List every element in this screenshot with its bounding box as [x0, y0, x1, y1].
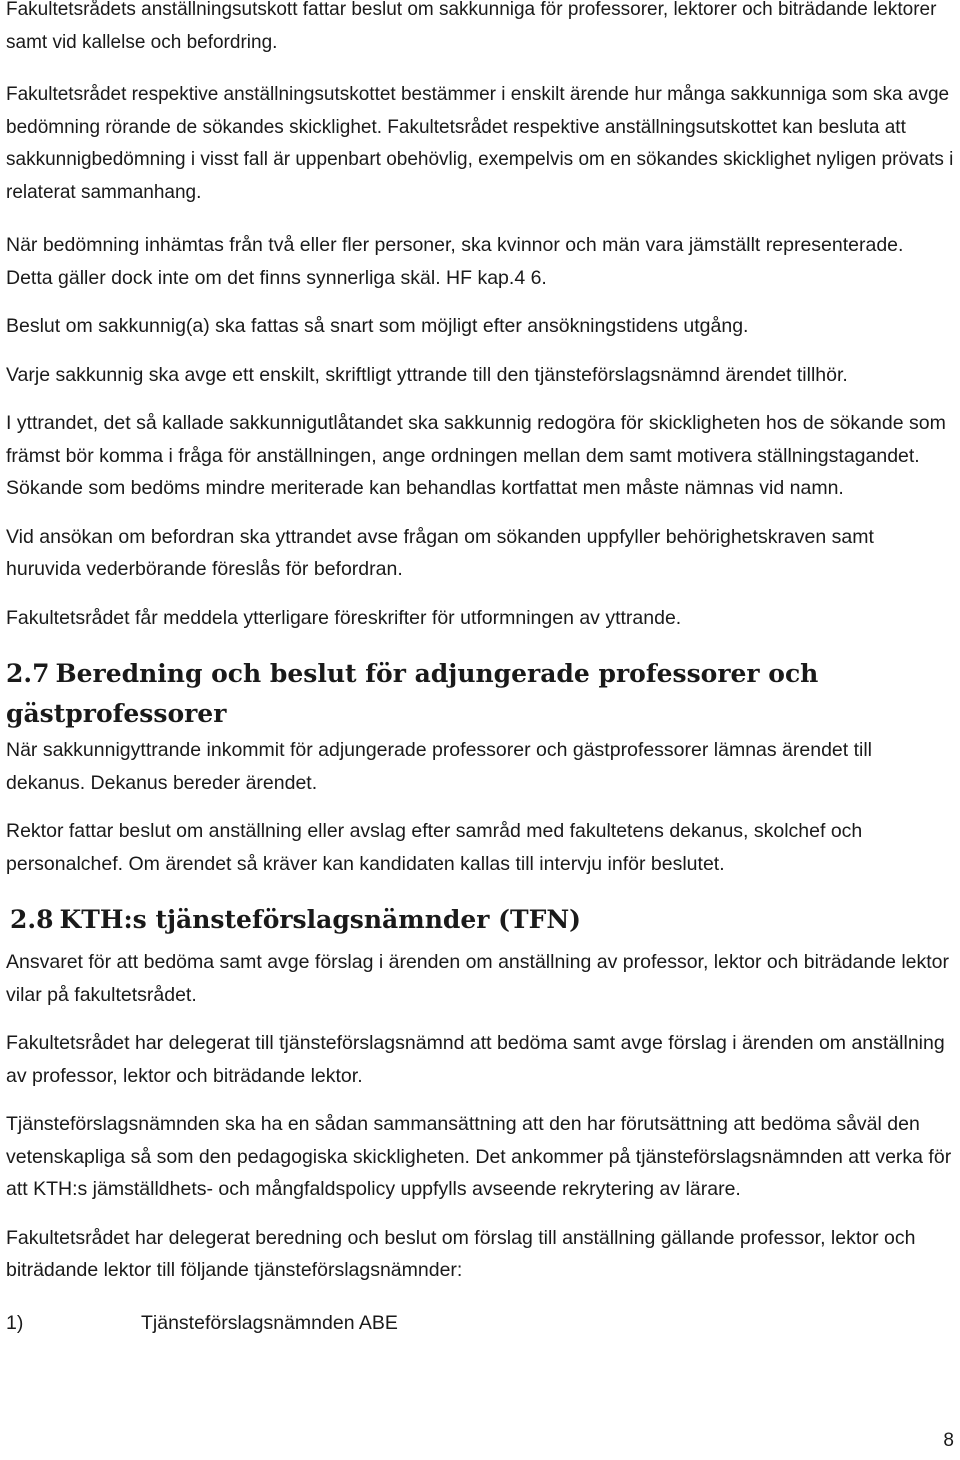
paragraph-text: anställningsutskottet kan besluta att sakkunnigbedömning i visst fall är uppenbart obehövlig, exempelvis om en sökandes skicklighet nyligen prövats i relaterat sammanhang.	[6, 116, 954, 203]
paragraph: Fakultetsrådet har delegerat till tjänsteförslagsnämnd att bedöma samt avge förslag i ärenden om anställning av professor, lektor och biträdande lektor.	[6, 1032, 945, 1087]
paragraph: När sakkunnigyttrande inkommit för adjungerade professorer och gästprofessorer lämnas ärendet till dekanus. Dekanus bereder ärendet.	[6, 739, 873, 794]
paragraph: Fakultetsrådet får meddela ytterligare föreskrifter för utformningen av yttrande.	[6, 606, 682, 629]
paragraph: I yttrandet, det så kallade sakkunnigutlåtandet ska sakkunnig redogöra för skickligheten hos de sökande som främst bör komma i fråga för anställningen, ange ordningen mellan dem samt motivera ställningstagandet. Sökande som bedöms mindre meriterade kan behandlas kortfattat men måste nämnas vid namn.	[6, 412, 946, 499]
section-title: Beredning och beslut för adjungerade professorer och gästprofessorer	[6, 659, 819, 728]
list-text: Tjänsteförslagsnämnden ABE	[141, 1311, 398, 1334]
section-number: 2.8	[10, 905, 54, 934]
section-title: KTH:s tjänsteförslagsnämnder (TFN)	[59, 905, 582, 934]
document-page	[6, 0, 954, 1339]
paragraph-text: Fakultetsrådet respektive anställningsutskottet bestämmer i enskilt ärende hur många sakkunniga som ska avge bedömning rörande de sökandes skicklighet. Fakultetsrådet respektive	[6, 84, 950, 138]
paragraph: När bedömning inhämtas från två eller fler personer, ska kvinnor och män vara jämställt representerade. Detta gäller dock inte om det finns synnerliga skäl. HF kap.4 6.	[6, 234, 904, 289]
paragraph	[6, 79, 954, 209]
paragraph: Varje sakkunnig ska avge ett enskilt, skriftligt yttrande till den tjänsteförslagsnämnd ärendet tillhör.	[6, 363, 848, 386]
paragraph: Vid ansökan om befordran ska yttrandet avse frågan om sökanden uppfyller behörighetskraven samt huruvida vederbörande föreslås för befordran.	[6, 525, 874, 580]
section-heading-2-8	[10, 900, 954, 940]
paragraph: Rektor fattar beslut om anställning eller avslag efter samråd med fakultetens dekanus, skolchef och personalchef. Om ärendet så kräver kan kandidaten kallas till intervju inför beslutet.	[6, 820, 863, 875]
paragraph: Ansvaret för att bedöma samt avge förslag i ärenden om anställning av professor, lektor och biträdande lektor vilar på fakultetsrådet.	[6, 951, 950, 1006]
section-heading-2-7	[6, 654, 954, 734]
list-item	[6, 1307, 954, 1339]
section-number: 2.7	[6, 659, 50, 688]
paragraph: Fakultetsrådet har delegerat beredning och beslut om förslag till anställning gällande professor, lektor och biträdande lektor till följande tjänsteförslagsnämnder:	[6, 1226, 916, 1281]
list-number: 1)	[6, 1311, 24, 1334]
page-number: 8	[943, 1430, 954, 1451]
paragraph: Tjänsteförslagsnämnden ska ha en sådan sammansättning att den har förutsättning att bedöma såväl den vetenskapliga så som den pedagogiska skickligheten. Det ankommer på tjänsteförslagsnämnden att verka för att KTH:s jämställdhets- och mångfaldspolicy uppfylls avseende rekrytering av lärare.	[6, 1113, 952, 1200]
paragraph: Fakultetsrådets anställningsutskott fattar beslut om sakkunniga för professorer, lektorer och biträdande lektorer samt vid kallelse och befordring.	[6, 0, 937, 53]
paragraph: Beslut om sakkunnig(a) ska fattas så snart som möjligt efter ansökningstidens utgång.	[6, 315, 749, 337]
